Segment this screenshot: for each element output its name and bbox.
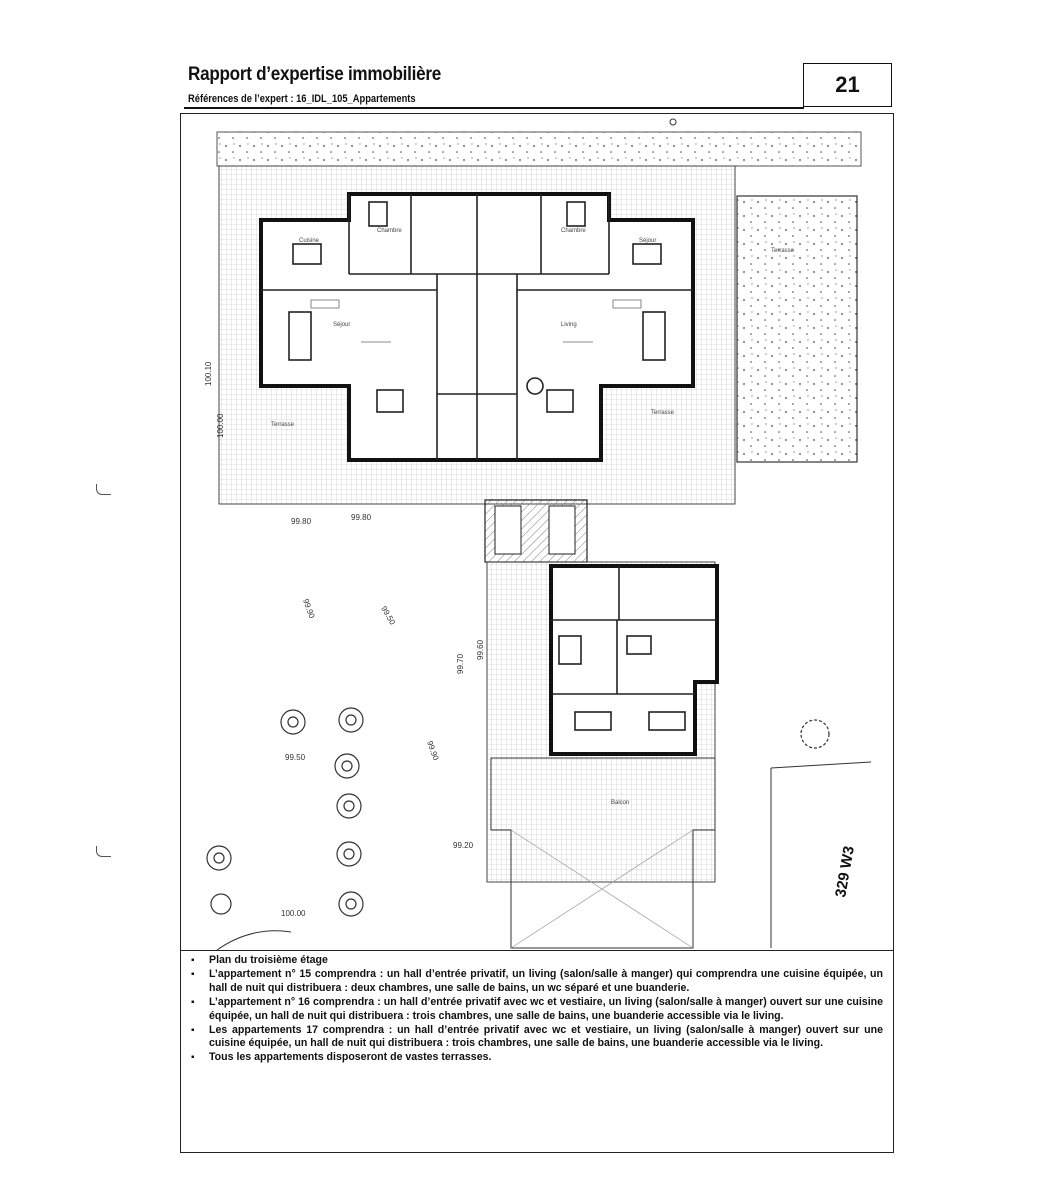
room-label: Living <box>561 322 577 328</box>
room-label: Chambre <box>561 228 586 234</box>
caption-item: ▪ Plan du troisième étage <box>189 954 883 968</box>
room-label: Séjour <box>333 322 351 328</box>
level-label: 99.80 <box>351 513 372 522</box>
plot-label: 329 W3 <box>832 844 858 899</box>
caption-item: ▪ L’appartement n° 15 comprendra : un hall d’entrée privatif, un living (salon/salle à manger) qui comprendra une cuisine équipée, un hall de nuit qui distribuera : deux chambres, une salle de bains, un wc séparé et une buanderie. <box>189 968 883 996</box>
room-label: Chambre <box>377 228 402 234</box>
level-label: 99.90 <box>425 739 441 762</box>
caption-item: ▪ L’appartement n° 16 comprendra : un hall d’entrée privatif avec wc et vestiaire, un living (salon/salle à manger) ouvert sur une cuisine équipée, un hall de nuit qui distribuera : trois chambres, une salle de bains, une buanderie accessible via le living. <box>189 996 883 1024</box>
terrace-area <box>737 196 857 462</box>
hole-punch-mark <box>96 484 111 495</box>
lower-building-walls <box>551 566 717 754</box>
level-label: 100.10 <box>204 361 213 386</box>
level-label: 99.70 <box>456 653 465 674</box>
room-label: Terrasse <box>271 422 295 428</box>
level-label: 99.50 <box>379 604 398 627</box>
room-label: Balcon <box>611 800 630 806</box>
level-label: 99.90 <box>301 597 317 620</box>
header-divider <box>184 107 804 109</box>
page-number: 21 <box>803 63 892 107</box>
level-label: 99.80 <box>291 517 312 526</box>
room-label: Séjour <box>639 238 657 244</box>
level-label: 99.60 <box>476 639 485 660</box>
room-label: Terrasse <box>771 248 795 254</box>
level-label: 99.20 <box>453 841 474 850</box>
level-label: 100.00 <box>216 413 225 438</box>
level-label: 100.00 <box>281 909 306 918</box>
caption-item: ▪ Les appartements 17 comprendra : un hall d’entrée privatif avec wc et vestiaire, un living (salon/salle à manger) ouvert sur une cuisine équipée, un hall de nuit qui distribuera : trois chambres, une salle de bains, une buanderie accessible via le living. <box>189 1024 883 1052</box>
hole-punch-mark <box>96 846 111 857</box>
room-label: Cuisine <box>299 238 320 244</box>
room-label: Terrasse <box>651 410 675 416</box>
level-label: 99.50 <box>285 753 306 762</box>
floor-plan-drawing <box>181 114 893 950</box>
caption-item: ▪ Tous les appartements disposeront de vastes terrasses. <box>189 1051 883 1065</box>
plan-description <box>181 950 893 1152</box>
report-title: Rapport d’expertise immobilière <box>188 64 441 85</box>
expert-reference: Références de l’expert : 16_IDL_105_Appartements <box>188 93 416 105</box>
garden-area <box>217 132 861 166</box>
